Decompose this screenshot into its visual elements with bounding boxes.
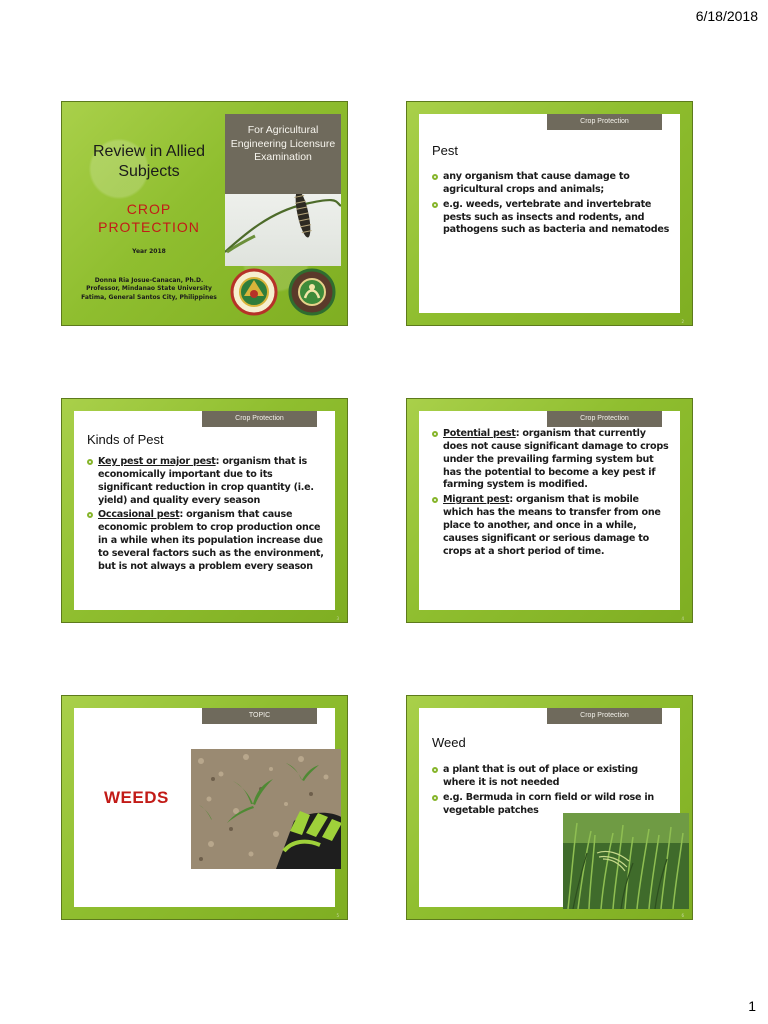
- title-block: [74, 114, 224, 326]
- slide-heading: Pest: [432, 143, 459, 158]
- slide-pest: [406, 101, 693, 326]
- bullet-icon: [87, 459, 93, 465]
- slide-footer: 5: [336, 913, 339, 918]
- slide-tag: Crop Protection: [547, 708, 662, 724]
- slide-heading: Weed: [432, 735, 466, 750]
- bullet-list: [432, 171, 672, 239]
- slide-footer: 6: [681, 913, 684, 918]
- bullet-list: [432, 428, 672, 560]
- grass-photo: [563, 813, 689, 909]
- bullet-icon: [432, 767, 438, 773]
- caterpillar-photo: [225, 194, 341, 266]
- slide-tag: TOPIC: [202, 708, 317, 724]
- slide-main-title: Review in Allied Subjects: [92, 143, 206, 180]
- slide-pest-types: [406, 398, 693, 623]
- bullet-list: [432, 764, 672, 819]
- slide-heading: Kinds of Pest: [87, 432, 164, 447]
- topic-title: WEEDS: [104, 788, 169, 807]
- slide-tag: Crop Protection: [547, 411, 662, 427]
- list-item: Occasional pest: organism that cause economic problem to crop production once in a while when its population increase due to several factors such as the environment, but is not always a problem every season: [87, 509, 327, 573]
- page-date: 6/18/2018: [695, 8, 758, 24]
- list-item: Migrant pest: organism that is mobile which has the means to transfer from one place to another, and once in a while, causes significant or serious damage to crops at a short period of time.: [432, 494, 672, 558]
- bullet-icon: [432, 202, 438, 208]
- list-item: Potential pest: organism that currently does not cause significant damage to crops under the prevailing farming system but has the potential to become a key pest if farming system is modified.: [432, 428, 672, 492]
- slide-weed: [406, 695, 693, 920]
- college-seal-icon: [288, 268, 336, 316]
- list-item: a plant that is out of place or existing where it is not needed: [432, 764, 672, 790]
- bullet-icon: [87, 512, 93, 518]
- slide-footer: 2: [681, 319, 684, 324]
- list-item: Key pest or major pest: organism that is economically important due to its significant reduction in crop quantity (i.e. yield) and quality every season: [87, 456, 327, 507]
- slide-tag: Crop Protection: [202, 411, 317, 427]
- slide-footer: 4: [681, 616, 684, 621]
- bullet-icon: [432, 431, 438, 437]
- slide-footer: 3: [336, 616, 339, 621]
- slide-tag: Crop Protection: [547, 114, 662, 130]
- weed-ground-photo: [191, 749, 341, 869]
- slide-weeds-topic: [61, 695, 348, 920]
- list-item: e.g. Bermuda in corn field or wild rose in vegetable patches: [432, 792, 672, 818]
- bullet-icon: [432, 497, 438, 503]
- year-label: Year 2018: [132, 248, 166, 255]
- author-block: Donna Ria Josue-Canacan, Ph.D. Professor, Mindanao State University Fatima, General Santos City, Philippines: [81, 277, 217, 301]
- bullet-list: [87, 456, 327, 576]
- bullet-icon: [432, 795, 438, 801]
- slide-title: [61, 101, 348, 326]
- bullet-icon: [432, 174, 438, 180]
- page-number: 1: [748, 998, 756, 1014]
- list-item: e.g. weeds, vertebrate and invertebrate pests such as insects and rodents, and pathogens such as bacteria and nematodes: [432, 199, 672, 238]
- list-item: any organism that cause damage to agricultural crops and animals;: [432, 171, 672, 197]
- university-seals: [225, 266, 341, 318]
- exam-box: For Agricultural Engineering Licensure Examination: [225, 114, 341, 194]
- slide-kinds-of-pest: [61, 398, 348, 623]
- crop-protection-title: CROP PROTECTION: [98, 201, 200, 236]
- msu-seal-icon: [230, 268, 278, 316]
